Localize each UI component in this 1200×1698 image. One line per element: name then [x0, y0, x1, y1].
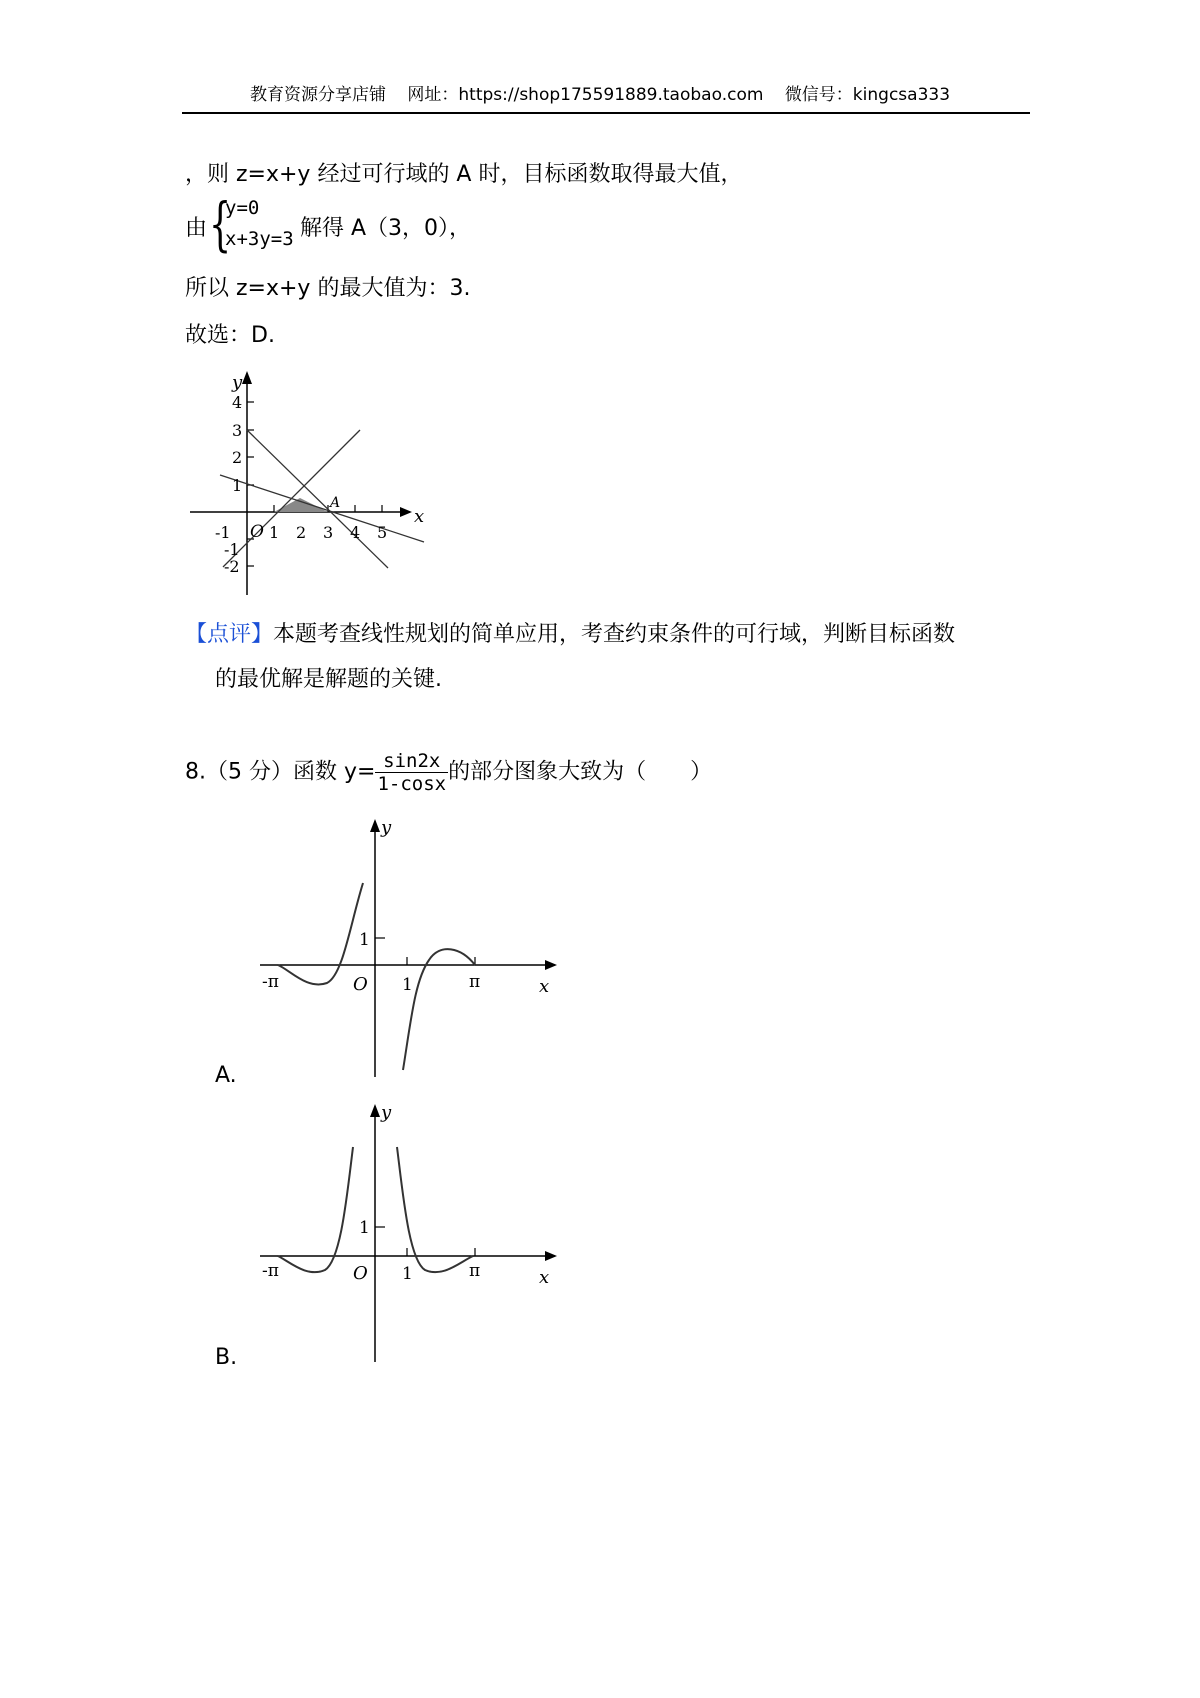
line-x-plus-y-eq-3	[247, 430, 388, 568]
graphA-one-x: 1	[402, 975, 413, 995]
question-8-fraction	[375, 750, 448, 795]
graph1-ytick: 1	[232, 476, 243, 495]
graph1-xtick: 4	[350, 523, 361, 542]
fraction-numerator: sin2x	[383, 750, 441, 772]
graphB-neg-pi: -π	[262, 1261, 279, 1281]
graphB-origin: O	[353, 1263, 368, 1284]
graphA-y-arrow	[370, 819, 380, 832]
graphA-x-arrow	[545, 960, 557, 970]
graph1-x-label: x	[414, 506, 425, 527]
graph1-xtick: 2	[296, 523, 307, 542]
header-shop: 教育资源分享店铺	[249, 85, 386, 105]
graph1-xtick: 3	[323, 523, 334, 542]
option-a-graph	[245, 815, 575, 1080]
graph1-ytick: -1	[224, 540, 240, 559]
graphA-one-y: 1	[359, 930, 370, 950]
graph1-y-arrow	[242, 371, 252, 384]
solution-line-2-suffix: 解得 A（3，0），	[300, 216, 472, 241]
graphA-curve-right	[403, 949, 475, 1070]
graph1-ytick: -2	[224, 557, 240, 576]
option-b-graph	[245, 1100, 575, 1365]
header-wechat: 微信号：kingcsa333	[784, 85, 951, 105]
graphB-pi: π	[469, 1261, 481, 1281]
comment-text-1: 本题考查线性规划的简单应用，考查约束条件的可行域，判断目标函数	[273, 622, 956, 647]
page-header	[0, 80, 1200, 105]
graphB-y-arrow	[370, 1104, 380, 1117]
graphB-curve-left	[278, 1147, 353, 1272]
graphB-x-arrow	[545, 1251, 557, 1261]
option-a-label: A.	[215, 1063, 237, 1088]
graphA-origin: O	[353, 974, 368, 995]
comment-line-2: 的最优解是解题的关键.	[215, 667, 442, 692]
feasible-region-graph	[180, 355, 440, 605]
system-brace: {	[209, 190, 232, 258]
system-eq-2: x+3y=3	[225, 228, 294, 250]
graphB-x-label: x	[539, 1267, 550, 1288]
graphA-neg-pi: -π	[262, 972, 279, 992]
solution-line-2-prefix: 由	[185, 216, 208, 241]
question-8-prefix: 8.（5 分）函数 y=	[185, 759, 376, 785]
feasible-region	[274, 498, 328, 512]
system-eq-1: y=0	[225, 197, 260, 219]
graphA-x-label: x	[539, 976, 550, 997]
graph1-origin: O	[250, 522, 264, 542]
graph1-x-arrow	[400, 507, 412, 517]
header-rule	[182, 112, 1030, 114]
graphA-curve-left	[278, 883, 363, 984]
graph1-point-a: A	[330, 495, 341, 511]
solution-line-4: 故选：D.	[185, 323, 275, 348]
question-8-stem	[185, 750, 712, 795]
solution-line-1: ，则 z=x+y 经过可行域的 A 时，目标函数取得最大值，	[185, 162, 743, 187]
comment-line-1	[185, 617, 955, 648]
fraction-denominator: 1-cosx	[377, 773, 447, 795]
graph1-ytick: 4	[232, 393, 243, 412]
solution-line-3: 所以 z=x+y 的最大值为：3.	[185, 276, 471, 301]
graphB-curve-right	[397, 1147, 473, 1272]
graph1-xtick: -1	[215, 523, 231, 542]
graphA-y-label: y	[381, 817, 392, 838]
graphA-pi: π	[469, 972, 481, 992]
graphB-y-label: y	[381, 1102, 392, 1123]
question-8-suffix: 的部分图象大致为（ ）	[448, 759, 713, 785]
graphB-one-x: 1	[402, 1264, 413, 1284]
graph1-y-label: y	[232, 372, 243, 393]
header-url: 网址：https://shop175591889.taobao.com	[407, 85, 764, 105]
comment-tag: 【点评】	[185, 622, 274, 647]
graph1-xtick: 1	[269, 523, 280, 542]
graphB-one-y: 1	[359, 1218, 370, 1238]
graph1-ytick: 3	[232, 421, 243, 440]
option-b-label: B.	[215, 1345, 238, 1370]
graph1-ytick: 2	[232, 448, 243, 467]
graph1-xtick: 5	[377, 523, 388, 542]
